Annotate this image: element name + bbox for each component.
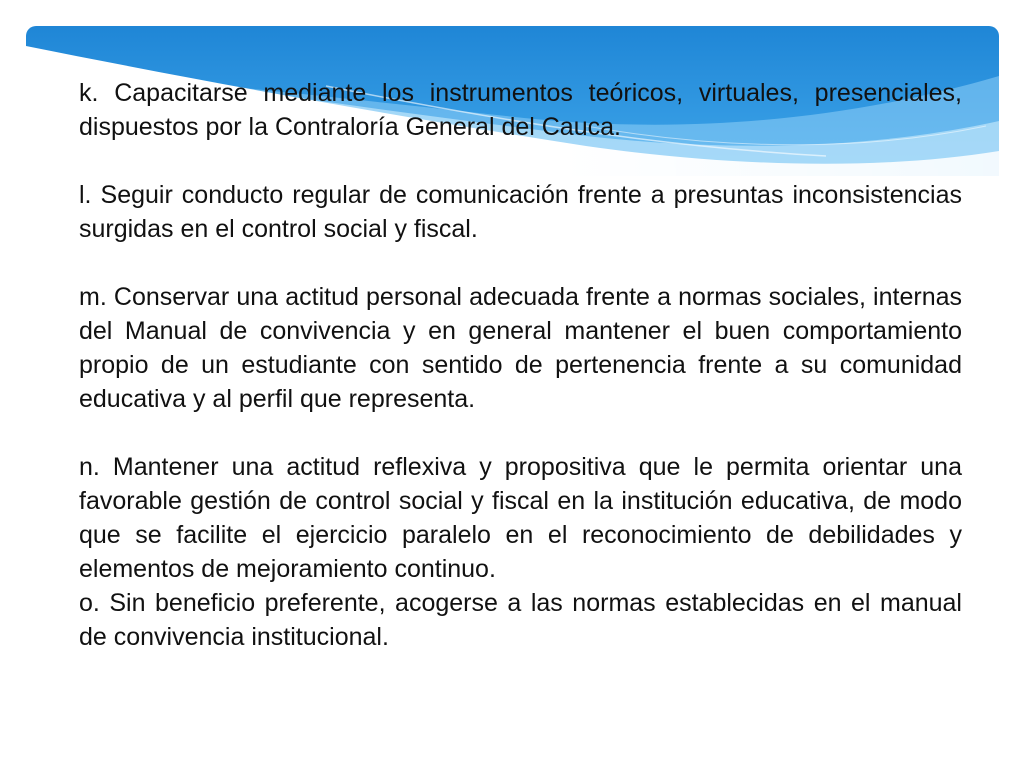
item-k: k. Capacitarse mediante los instrumentos teóricos, virtuales, presenciales, dispuestos por la Contraloría General del Cauca.: [79, 79, 962, 141]
spacer: [79, 416, 962, 450]
item-n: n. Mantener una actitud reflexiva y propositiva que le permita orientar una favorable gestión de control social y fiscal en la institución educativa, de modo que se facilite el ejercicio paralelo en el reconocimiento de debilidades y elementos de mejoramiento continuo.: [79, 453, 962, 583]
spacer: [79, 246, 962, 280]
spacer: [79, 144, 962, 178]
item-o: o. Sin beneficio preferente, acogerse a las normas establecidas en el manual de convivencia institucional.: [79, 589, 962, 651]
item-l: l. Seguir conducto regular de comunicación frente a presuntas inconsistencias surgidas en el control social y fiscal.: [79, 181, 962, 243]
text-content: [79, 76, 962, 654]
item-m: m. Conservar una actitud personal adecuada frente a normas sociales, internas del Manual de convivencia y en general mantener el buen comportamiento propio de un estudiante con sentido de pertenencia frente a su comunidad educativa y al perfil que representa.: [79, 283, 962, 413]
